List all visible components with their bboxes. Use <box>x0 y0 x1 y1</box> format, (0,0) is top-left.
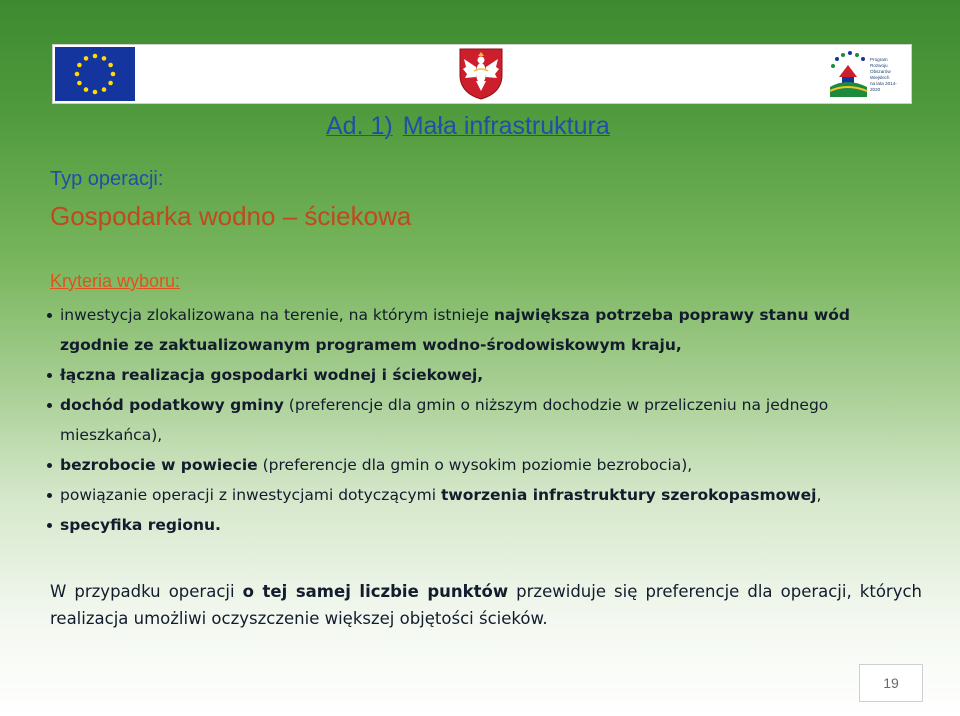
slide-title <box>326 111 610 141</box>
operation-type-label: Typ operacji: <box>50 168 164 190</box>
criteria-bold: największa potrzeba poprawy stanu wód <box>493 306 850 324</box>
operation-type-name: Gospodarka wodno – ściekowa <box>50 201 412 231</box>
coat-of-arms-graphic <box>456 47 506 101</box>
criteria-text: powiązanie operacji z inwestycjami dotyczącymi <box>60 486 441 504</box>
criteria-item <box>44 484 924 506</box>
criteria-bold: tworzenia infrastruktury szerokopasmowej <box>440 486 817 504</box>
criteria-item <box>44 304 924 326</box>
criteria-item <box>44 394 924 416</box>
criteria-text: (preferencje dla gmin o wysokim poziomie bezrobocia), <box>257 456 693 474</box>
criteria-bold: bezrobocie w powiecie <box>60 456 258 474</box>
criteria-heading: Kryteria wyboru: <box>50 271 181 291</box>
prow-line-4: Wiejskich <box>870 75 890 80</box>
logo-bar <box>52 44 912 104</box>
criteria-item <box>44 514 924 536</box>
preference-note <box>50 578 922 632</box>
criteria-item <box>44 364 924 386</box>
criteria-text: (preferencje dla gmin o niższym dochodzie w przeliczeniu na jednego <box>283 396 829 414</box>
eu-flag-icon <box>55 47 135 101</box>
eu-flag-graphic <box>55 47 135 101</box>
criteria-item-continuation <box>44 416 924 446</box>
prow-line-1: Program <box>870 57 888 62</box>
page-number: 19 <box>859 664 923 702</box>
criteria-text: , <box>816 486 822 504</box>
roof-icon <box>839 65 857 77</box>
criteria-bold: zgodnie ze zaktualizowanym programem wodno-środowiskowym kraju, <box>60 336 682 354</box>
title-prefix: Ad. 1) <box>326 112 393 140</box>
criteria-item-continuation <box>44 326 924 356</box>
criteria-item <box>44 454 924 476</box>
title-main: Mała infrastruktura <box>402 112 610 140</box>
note-text: przewiduje się preferencje dla operacji, których realizacja umożliwi oczyszczenie większej objętości ścieków. <box>50 582 922 628</box>
note-text: W przypadku operacji <box>50 582 243 601</box>
criteria-text: inwestycja zlokalizowana na terenie, na którym istnieje <box>60 306 494 324</box>
prow-line-3: Obszarów <box>870 69 891 74</box>
criteria-list <box>44 304 924 544</box>
eagle-coat-of-arms-icon <box>456 47 506 101</box>
prow-line-2: Rozwoju <box>870 63 888 68</box>
note-bold: o tej samej liczbie punktów <box>242 582 509 601</box>
criteria-bold: specyfika regionu. <box>60 516 221 534</box>
prow-caption <box>870 57 906 93</box>
prow-programme-logo <box>827 47 907 101</box>
prow-line-5: na lata 2014-2020 <box>870 81 897 92</box>
criteria-text: mieszkańca), <box>60 426 163 444</box>
criteria-bold: łączna realizacja gospodarki wodnej i ściekowej, <box>60 366 484 384</box>
criteria-bold: dochód podatkowy gminy <box>60 396 284 414</box>
